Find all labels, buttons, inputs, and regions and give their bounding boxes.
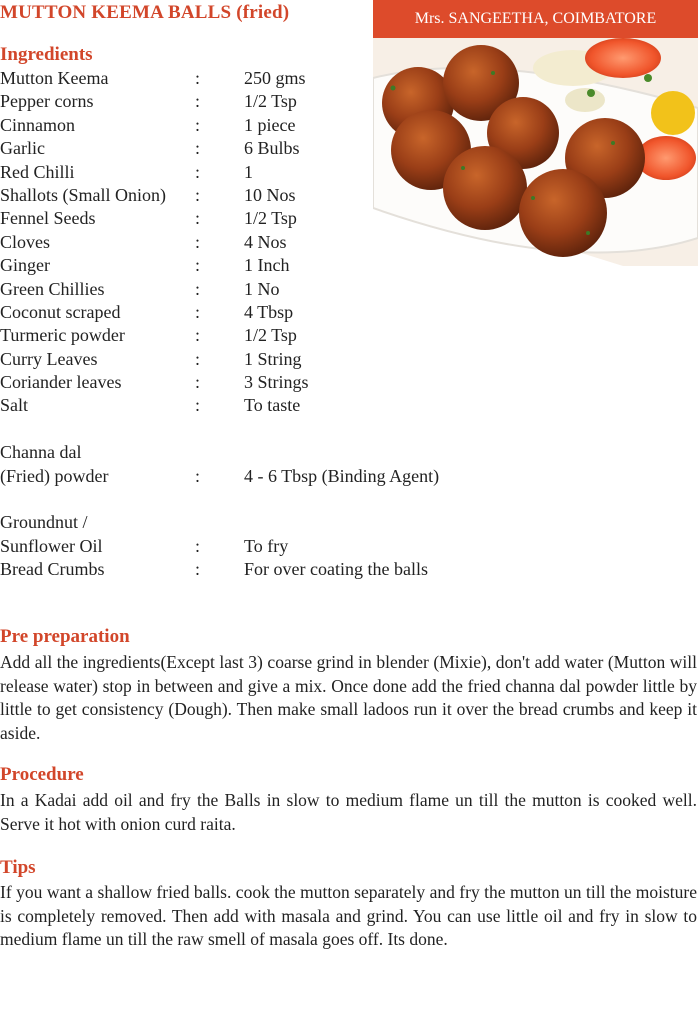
ingredient-quantity: 1/2 Tsp: [244, 208, 297, 229]
ingredient-separator: :: [195, 184, 201, 205]
ingredient-quantity: 10 Nos: [244, 184, 296, 205]
ingredient-quantity: 3 Strings: [244, 372, 309, 393]
ingredient-row: [0, 465, 470, 488]
ingredient-separator: :: [195, 465, 201, 486]
ingredient-name: Fennel Seeds: [0, 208, 96, 229]
ingredient-quantity: 1 Inch: [244, 255, 290, 276]
ingredient-row: [0, 207, 470, 230]
author-banner: Mrs. SANGEETHA, COIMBATORE: [373, 0, 698, 38]
ingredient-name: Sunflower Oil: [0, 535, 103, 556]
ingredient-quantity: 1/2 Tsp: [244, 91, 297, 112]
ingredient-separator: :: [195, 161, 201, 182]
ingredient-quantity: 1 piece: [244, 114, 296, 135]
ingredient-separator: :: [195, 114, 201, 135]
ingredient-name: Garlic: [0, 138, 45, 159]
ingredient-row: [0, 441, 470, 464]
procedure-heading: Procedure: [0, 764, 84, 785]
ingredient-row: [0, 161, 470, 184]
ingredient-name: Groundnut /: [0, 512, 88, 533]
ingredient-name: Ginger: [0, 255, 50, 276]
ingredient-quantity: For over coating the balls: [244, 559, 428, 580]
ingredient-name: Bread Crumbs: [0, 559, 105, 580]
ingredient-quantity: 250 gms: [244, 68, 306, 88]
ingredient-name: Salt: [0, 395, 29, 416]
ingredient-row: [0, 535, 470, 558]
ingredient-separator: :: [195, 231, 201, 252]
ingredient-row: [0, 488, 470, 511]
ingredient-row: [0, 324, 470, 347]
ingredient-row: [0, 394, 470, 417]
ingredient-row: [0, 67, 470, 90]
ingredient-quantity: To fry: [244, 535, 289, 556]
recipe-title: MUTTON KEEMA BALLS (fried): [0, 2, 290, 23]
ingredient-row: [0, 114, 470, 137]
ingredient-separator: :: [195, 278, 201, 299]
ingredient-quantity: To taste: [244, 395, 301, 416]
ingredient-row: [0, 418, 470, 441]
ingredient-row: [0, 254, 470, 277]
ingredient-quantity: 4 Tbsp: [244, 301, 294, 322]
ingredient-quantity: 4 Nos: [244, 231, 287, 252]
ingredient-quantity: 1: [244, 161, 253, 182]
ingredient-name: Curry Leaves: [0, 348, 98, 369]
ingredient-row: [0, 301, 470, 324]
ingredient-separator: :: [195, 208, 201, 229]
ingredient-separator: :: [195, 325, 201, 346]
ingredient-row: [0, 348, 470, 371]
procedure-text: In a Kadai add oil and fry the Balls in slow to medium flame un till the mutton is cooked well. Serve it hot with onion curd raita.: [0, 790, 697, 834]
ingredient-name: Channa dal: [0, 442, 82, 463]
ingredient-row: [0, 558, 470, 581]
ingredients-heading: Ingredients: [0, 44, 93, 65]
ingredient-name: Pepper corns: [0, 91, 94, 112]
ingredient-row: [0, 511, 470, 534]
ingredient-separator: :: [195, 68, 201, 88]
ingredients-list: [0, 67, 470, 582]
ingredient-quantity: 6 Bulbs: [244, 138, 300, 159]
ingredient-quantity: 4 - 6 Tbsp (Binding Agent): [244, 465, 440, 486]
ingredient-separator: :: [195, 301, 201, 322]
ingredient-name: Green Chillies: [0, 278, 105, 299]
ingredient-separator: :: [195, 255, 201, 276]
ingredient-row: [0, 184, 470, 207]
pre-preparation-text: Add all the ingredients(Except last 3) coarse grind in blender (Mixie), don't add water (Mutton will release water) stop in between and give a mix. Once done add the fried channa dal powder little by little to get consistency (Dough). Then make small ladoos run it over the bread crumbs and keep it aside.: [0, 652, 697, 743]
ingredient-name: Shallots (Small Onion): [0, 184, 166, 205]
ingredient-separator: :: [195, 138, 201, 159]
ingredient-separator: :: [195, 559, 201, 580]
ingredient-row: [0, 278, 470, 301]
ingredient-name: Coriander leaves: [0, 372, 122, 393]
ingredient-name: Cinnamon: [0, 114, 75, 135]
tips-heading: Tips: [0, 857, 36, 878]
ingredient-separator: :: [195, 395, 201, 416]
ingredient-name: Turmeric powder: [0, 325, 125, 346]
ingredient-quantity: 1/2 Tsp: [244, 325, 297, 346]
ingredient-row: [0, 90, 470, 113]
ingredient-quantity: 1 No: [244, 278, 280, 299]
ingredient-name: Red Chilli: [0, 161, 75, 182]
tips-text: If you want a shallow fried balls. cook the mutton separately and fry the mutton un till the moisture is completely removed. Then add with masala and grind. You can use little oil and fry in slow to medium flame un till the raw smell of masala goes off. Its done.: [0, 882, 697, 949]
ingredient-row: [0, 231, 470, 254]
ingredient-separator: :: [195, 372, 201, 393]
ingredient-name: Cloves: [0, 231, 51, 252]
ingredient-row: [0, 137, 470, 160]
pre-preparation-heading: Pre preparation: [0, 626, 130, 647]
ingredient-separator: :: [195, 91, 201, 112]
ingredient-name: (Fried) powder: [0, 465, 109, 486]
ingredient-name: Mutton Keema: [0, 68, 109, 88]
ingredient-separator: :: [195, 535, 201, 556]
ingredient-quantity: 1 String: [244, 348, 302, 369]
ingredient-separator: :: [195, 348, 201, 369]
ingredient-row: [0, 371, 470, 394]
ingredient-name: Coconut scraped: [0, 301, 121, 322]
